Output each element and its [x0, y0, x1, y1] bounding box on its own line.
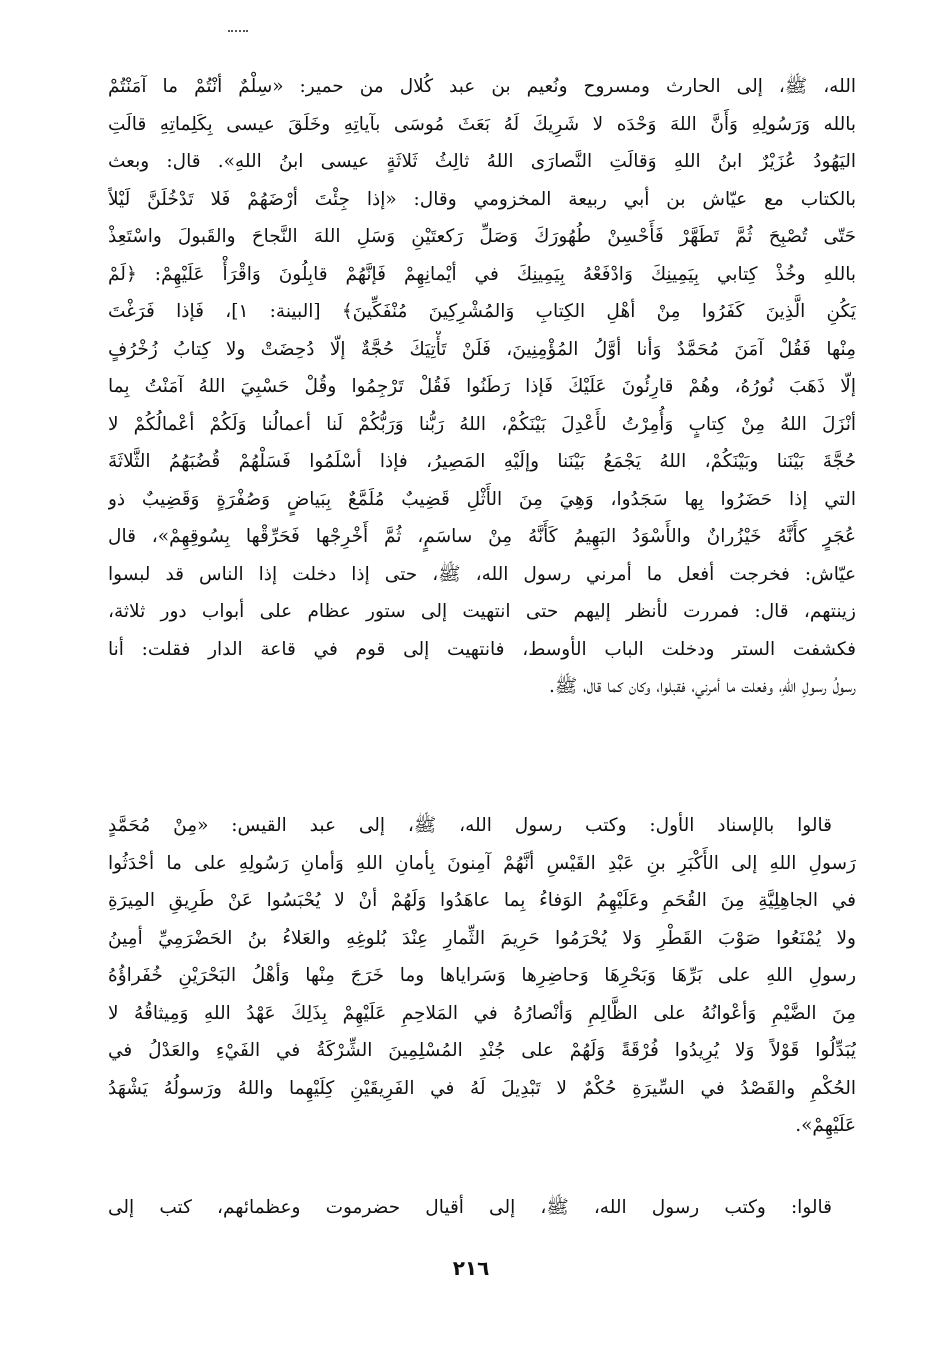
- text-line: في الجاهِلِيَّةِ مِنَ القُحَمِ وعَلَيْهِمُ الوَفاءُ بِما عاهَدُوا وَلَهُمْ أنْ لا يُحْبَسُوا عَنْ طَرِيقِ المِيرَةِ: [108, 890, 856, 911]
- text-line: الله، ﷺ، إلى الحارث ومسروح ونُعيم بن عبد كُلال من حمير: «سِلْمٌ أنْتُمْ ما آمَنْتُمْ: [108, 76, 856, 97]
- text-line: زينتهم، قال: فمررت لأنظر إليهم حتى انتهيت إلى ستور عظام على أبواب دور ثلاثة،: [108, 601, 856, 622]
- text-line: رسولِ اللهِ على بَرِّهَا وَبَحْرِهَا وَحاضِرِها وَسَراياها وما خَرَجَ مِنْها وَأهْلُ البَحْرَيْنِ خُفَراؤُهُ: [108, 965, 856, 986]
- text-line: حَتّى تُصْبِحَ ثُمَّ تَطَهَّرْ فَأَحْسِنْ طُهُورَكَ وَصَلِّ رَكعتَيْنِ وَسَلِ اللهَ النَّجاحَ والقَبولَ واسْتَعِذْ: [108, 226, 856, 247]
- text-line: باللهِ وخُذْ كِتابي بِيَمِينِكَ وَادْفَعْهُ بِيَمِينِكَ في أيْمانِهِمْ فَإنَّهُمْ قابِلُونَ وَاقْرَأْ عَلَيْهِمْ: ﴿لَمْ: [108, 263, 856, 285]
- text-line: مِنْها فَقُلْ آمَنَ مُحَمَّدٌ وَأنا أوَّلُ المُؤْمِنِينَ، فَلَنْ تَأْتِيَكَ حُجَّةٌ إلّا دُحِضَتْ ولا كِتابُ زُخْرُفٍ: [108, 338, 856, 360]
- text-line: إلّا ذَهَبَ نُورُهُ، وهُمْ قارِئُونَ عَلَيْكَ فَإذا رَطَنُوا فَقُلْ تَرْجِمُوا وقُلْ حَسْبِيَ اللهُ آمَنْتُ بِما: [108, 376, 856, 397]
- text-line: عيّاش: فخرجت أفعل ما أمرني رسول الله، ﷺ، حتى إذا دخلت إذا الناس قد لبسوا: [108, 563, 856, 585]
- text-line: رَسولِ اللهِ إلى الأَكْبَرِ بنِ عَبْدِ القَيْسِ أنَّهُمْ آمِنونَ بِأمانِ اللهِ وَأمانِ رَسُولِهِ على ما أحْدَثُوا: [108, 852, 856, 874]
- text-line: أنْزَلَ اللهُ مِنْ كِتابٍ وَأُمِرْتُ لأَعْدِلَ بَيْنَكُمْ، اللهُ رَبُّنا وَرَبُّكُمْ لَنا أعمالُنا وَلَكُمْ أعْمالُكُمْ لا: [108, 413, 856, 435]
- text-line: عُجَرٍ كأَنَّهُ خَيْزُرانٌ والأَسْوَدُ البَهِيمُ كَأَنَّهُ مِنْ ساسَمٍ، ثُمَّ أَخْرِجْها فَحَرِّقْها بِسُوقِهِمْ»، قال: [108, 526, 856, 547]
- paragraph-letter-to-himyar: [108, 68, 856, 706]
- text-line: رسولُ رسولِ اللهِ، وفعلت ما أمرني، فقبلوا، وكان كما قال، ﷺ.: [548, 676, 856, 697]
- text-line: اليَهُودُ عُزَيْرٌ ابنُ اللهِ وَقالَتِ النَّصارَى اللهُ ثالِثُ ثَلاثَةٍ عيسى ابنُ اللهِ». قال: وبعث: [108, 151, 856, 172]
- text-line: التي إذا حَضَرُوا بِها سَجَدُوا، وَهِيَ مِنَ الأَثْلِ قَضِيبٌ مُلَمَّعٌ بِبَياضٍ وَصُفْرَةٍ وَقَضِيبٌ ذو: [108, 488, 856, 510]
- text-line: بالكتاب مع عيّاش بن أبي ربيعة المخزومي وقال: «إذا جِئْتَ أرْضَهُمْ فَلا تَدْخُلَنَّ لَيْلاً: [108, 188, 856, 210]
- text-line: قالوا: وكتب رسول الله، ﷺ، إلى أقيال حضرموت وعظمائهم، كتب إلى: [108, 1197, 832, 1218]
- text-line: يَكُنِ الَّذِينَ كَفَرُوا مِنْ أهْلِ الكِتابِ وَالمُشْرِكِينَ مُنْفَكِّينَ﴾ [البينة: ١]، فَإذا فَرَغْتَ: [108, 301, 856, 322]
- text-line: عَلَيْهِمْ».: [795, 1115, 856, 1136]
- text-line: ولا يُمْنَعُوا صَوْبَ القَطْرِ وَلا يُحْرَمُوا حَرِيمَ الثِّمارِ عِنْدَ بُلوغِهِ والعَلاءُ بنُ الحَضْرَمِيِّ أمِينُ: [108, 927, 856, 949]
- paragraph-letter-to-hadramawt: [108, 1189, 856, 1227]
- paragraph-letter-to-abd-al-qays: [108, 807, 856, 1145]
- text-line: بالله وَرَسُولِهِ وَأَنَّ اللهَ وَحْدَه لا شَرِيكَ لَهُ بَعَثَ مُوسَى بآياتِهِ وخَلَقَ عيسى بِكَلِماتِهِ قالَتِ: [108, 113, 856, 135]
- page-number: ٢١٦: [452, 1256, 490, 1280]
- text-line: يُبَدِّلُوا قَوْلاً وَلا يُرِيدُوا فُرْقَةً وَلَهُمْ على جُنْدِ المُسْلِمِينَ الشِّرْكَةُ في الفَيْءِ والعَدْلُ في: [108, 1040, 856, 1061]
- text-line: فكشفت الستر ودخلت الباب الأوسط، فانتهيت إلى قوم في قاعة الدار فقلت: أنا: [108, 638, 856, 660]
- text-line: الحُكْمِ والقَصْدُ في السِّيرَةِ حُكْمٌ لا تَبْدِيلَ لَهُ في الفَرِيقَيْنِ كِلَيْهِما واللهُ ورَسولُهُ يَشْهَدُ: [108, 1077, 856, 1099]
- text-line: قالوا بالإسناد الأول: وكتب رسول الله، ﷺ، إلى عبد القيس: «مِنْ مُحَمَّدٍ: [108, 815, 832, 836]
- text-line: مِنَ الضَّيْمِ وَأعْوانُهُ على الظَّالِمِ وَأنْصارُهُ في المَلاحِمِ عَلَيْهِمْ بِذَلِكَ عَهْدُ اللهِ وَمِيثاقُهُ لا: [108, 1002, 856, 1024]
- text-line: حُجَّةَ بَيْنَنا وبَيْنَكُمْ، اللهُ يَجْمَعُ بَيْنَنا وإلَيْهِ المَصِيرُ، فإذا أسْلَمُوا فَسَلْهُمْ قُضُبَهُمُ الثَّلاثَةَ: [108, 451, 856, 472]
- top-ink-mark: [228, 30, 248, 34]
